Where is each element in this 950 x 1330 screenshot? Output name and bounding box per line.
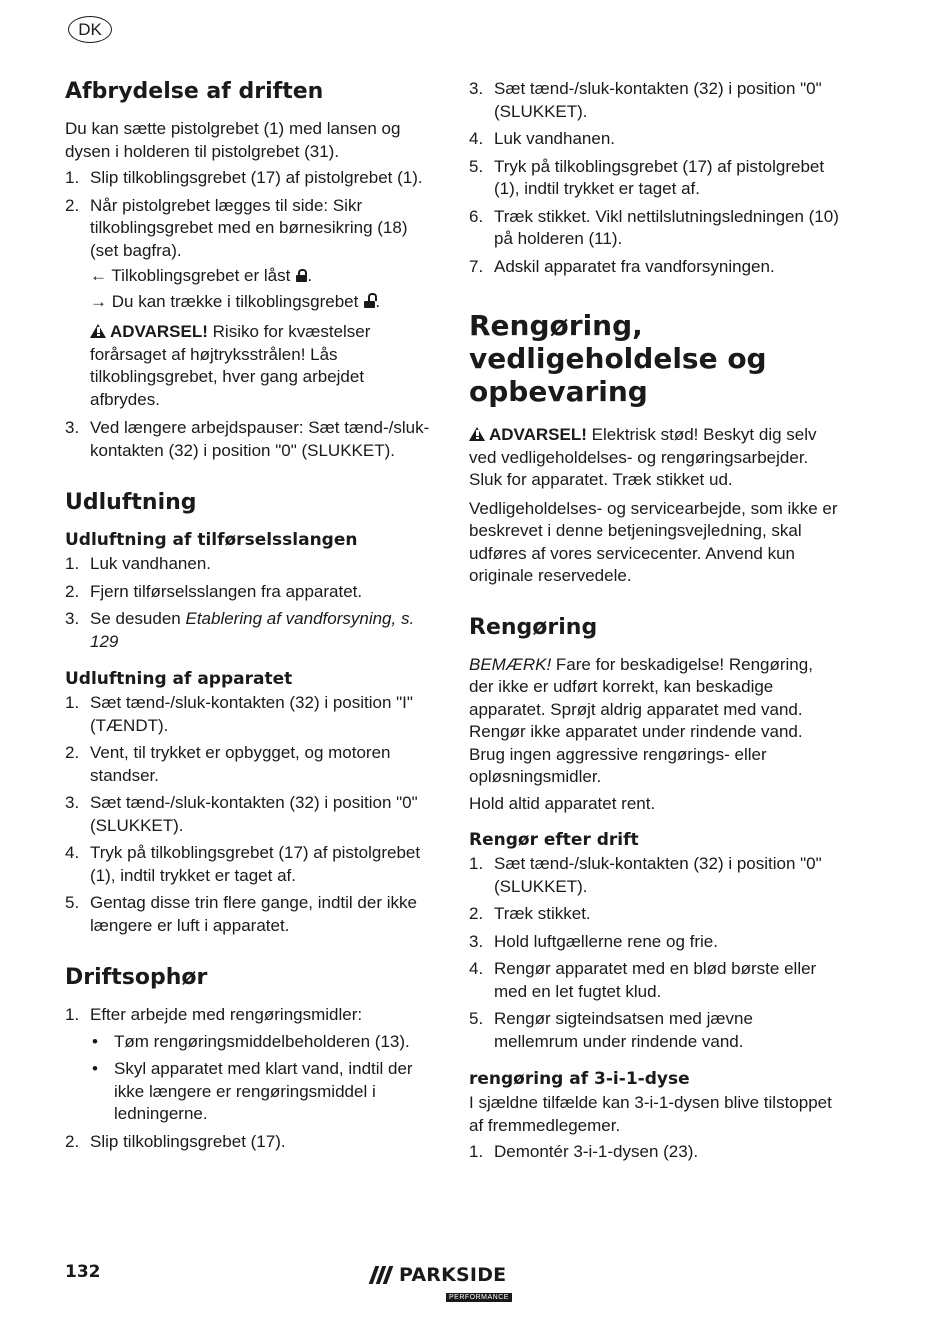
note-label: BEMÆRK! bbox=[469, 654, 552, 674]
list-item: 7. Adskil apparatet fra vandforsyningen. bbox=[469, 256, 775, 276]
logo-stripes-icon bbox=[372, 1266, 393, 1284]
list-item: 6. Træk stikket. Vikl nettilslutningsledningen (10) på holderen (11). bbox=[469, 206, 839, 248]
language-badge bbox=[68, 16, 112, 43]
list-item: 4. Rengør apparatet med en blød børste eller med en let fugtet klud. bbox=[469, 959, 817, 1001]
section-title-rengoring: Rengøring bbox=[469, 614, 598, 640]
section-title-afbrydelse: Afbrydelse af driften bbox=[65, 79, 324, 104]
bullet-list bbox=[90, 1031, 435, 1126]
paragraph: Hold altid apparatet rent. bbox=[469, 793, 656, 813]
warning-icon bbox=[469, 427, 485, 441]
list-item: 3. Ved længere arbejdspauser: Sæt tænd-/sluk-kontakten (32) i position "0" (SLUKKET). bbox=[65, 418, 430, 460]
language-code: DK bbox=[78, 19, 102, 39]
subsection-title: Rengør efter drift bbox=[469, 830, 639, 850]
bullet-item: • Skyl apparatet med klart vand, indtil der ikke længere er rengøringsmiddel i ledningerne. bbox=[92, 1059, 413, 1123]
list-item: 5. Gentag disse trin flere gange, indtil der ikke længere er luft i apparatet. bbox=[65, 893, 417, 935]
step-list-continued bbox=[469, 78, 839, 278]
bullet-item: • Tøm rengøringsmiddelbeholderen (13). bbox=[92, 1031, 410, 1051]
list-item: 2. Fjern tilførselsslangen fra apparatet. bbox=[65, 581, 363, 601]
list-item: 3. Sæt tænd-/sluk-kontakten (32) i position "0" (SLUKKET). bbox=[65, 793, 418, 835]
list-item: 1. Demontér 3-i-1-dysen (23). bbox=[469, 1142, 699, 1161]
list-item: 1. Luk vandhanen. bbox=[65, 554, 211, 573]
warning-block: ADVARSEL! Risiko for kvæstelser forårsaget af højtryksstrålen! Lås tilkoblingsgrebet, hver gang arbejdet afbrydes. bbox=[90, 322, 371, 409]
step-list bbox=[469, 853, 839, 1053]
chapter-title: Rengøring, vedligeholdelse og opbevaring bbox=[469, 309, 767, 408]
result-line: → Du kan trække i tilkoblingsgrebet . bbox=[90, 291, 381, 311]
lock-closed-icon bbox=[296, 269, 307, 282]
subsection-title: rengøring af 3-i-1-dyse bbox=[469, 1069, 690, 1089]
step-list bbox=[65, 692, 435, 937]
paragraph: Du kan sætte pistolgrebet (1) med lansen og dysen i holderen til pistolgrebet (31). bbox=[65, 119, 401, 161]
brand-name: PARKSIDE bbox=[399, 1264, 507, 1286]
right-column bbox=[469, 78, 839, 1169]
list-item: 2. Slip tilkoblingsgrebet (17). bbox=[65, 1131, 286, 1151]
paragraph: Vedligeholdelses- og servicearbejde, som ikke er beskrevet i denne betjeningsvejledning, skal udføres af vores servicecenter. Anvend kun originale reservedele. bbox=[469, 498, 838, 585]
list-item: 4. Tryk på tilkoblingsgrebet (17) af pistolgrebet (1), indtil trykket er taget af. bbox=[65, 843, 421, 885]
list-item: 3. Sæt tænd-/sluk-kontakten (32) i position "0" (SLUKKET). bbox=[469, 79, 822, 121]
warning-block: ADVARSEL! Elektrisk stød! Beskyt dig selv ved vedligeholdelses- og rengøringsarbejder. Sluk for apparatet. Træk stikket ud. bbox=[469, 425, 817, 489]
paragraph: I sjældne tilfælde kan 3-i-1-dysen blive tilstoppet af fremmedlegemer. bbox=[469, 1093, 832, 1135]
list-item: 2. Træk stikket. bbox=[469, 904, 591, 923]
list-item: 5. Rengør sigteindsatsen med jævne mellemrum under rindende vand. bbox=[469, 1009, 753, 1051]
section-title-udluftning: Udluftning bbox=[65, 490, 197, 515]
warning-icon bbox=[90, 324, 106, 338]
step-list bbox=[65, 1004, 435, 1153]
lock-open-icon bbox=[364, 295, 375, 308]
list-item: 5. Tryk på tilkoblingsgrebet (17) af pistolgrebet (1), indtil trykket er taget af. bbox=[469, 156, 825, 198]
arrow-right-icon: → bbox=[90, 291, 107, 311]
page-number: 132 bbox=[65, 1262, 101, 1282]
result-line: ← Tilkoblingsgrebet er låst . bbox=[90, 266, 313, 285]
list-item: 1. Sæt tænd-/sluk-kontakten (32) i position "I" (TÆNDT). bbox=[65, 693, 413, 735]
list-item: 1. Sæt tænd-/sluk-kontakten (32) i position "0" (SLUKKET). bbox=[469, 854, 822, 896]
list-item: 2. Vent, til trykket er opbygget, og motoren standser. bbox=[65, 743, 391, 785]
arrow-left-icon: ← bbox=[90, 266, 107, 285]
list-item: 2. Når pistolgrebet lægges til side: Sikr tilkoblingsgrebet med en børnesikring (18) (set bagfra). ← Tilkoblingsgrebet er låst . → Du kan trække i tilkoblingsgrebet . ADVARSEL! Risiko for kvæstelser forårsaget af højtryksstrålen! Lås tilkoblingsgrebet, hver gang arbejdet afbrydes. bbox=[65, 195, 435, 412]
step-list bbox=[65, 167, 435, 462]
note-paragraph: BEMÆRK! Fare for beskadigelse! Rengøring, der ikke er udført korrekt, kan beskadige apparatet. Sprøjt aldrig apparatet med vand. Rengør ikke apparatet under rindende vand. Brug ingen aggressive rengørings- eller opløsningsmidler. bbox=[469, 654, 813, 786]
step-list bbox=[65, 553, 435, 653]
list-item: 4. Luk vandhanen. bbox=[469, 129, 615, 148]
left-column bbox=[65, 78, 435, 1158]
brand-subtitle: PERFORMANCE bbox=[446, 1293, 512, 1302]
list-item: 1. Slip tilkoblingsgrebet (17) af pistolgrebet (1). bbox=[65, 168, 423, 187]
list-item: 3. Hold luftgællerne rene og frie. bbox=[469, 931, 718, 951]
subsection-title: Udluftning af tilførselsslangen bbox=[65, 530, 358, 550]
cross-reference: Etablering af vandforsyning, s. 129 bbox=[90, 609, 415, 651]
step-list bbox=[469, 1141, 839, 1164]
subsection-title: Udluftning af apparatet bbox=[65, 669, 293, 689]
list-item: 3. Se desuden Etablering af vandforsyning, s. 129 bbox=[65, 609, 415, 651]
list-item: 1. Efter arbejde med rengøringsmidler: • Tøm rengøringsmiddelbeholderen (13). • Skyl apparatet med klart vand, indtil der ikke længere er rengøringsmiddel i ledningerne. bbox=[65, 1004, 435, 1126]
section-title-driftsophor: Driftsophør bbox=[65, 965, 208, 990]
brand-logo bbox=[372, 1264, 526, 1304]
